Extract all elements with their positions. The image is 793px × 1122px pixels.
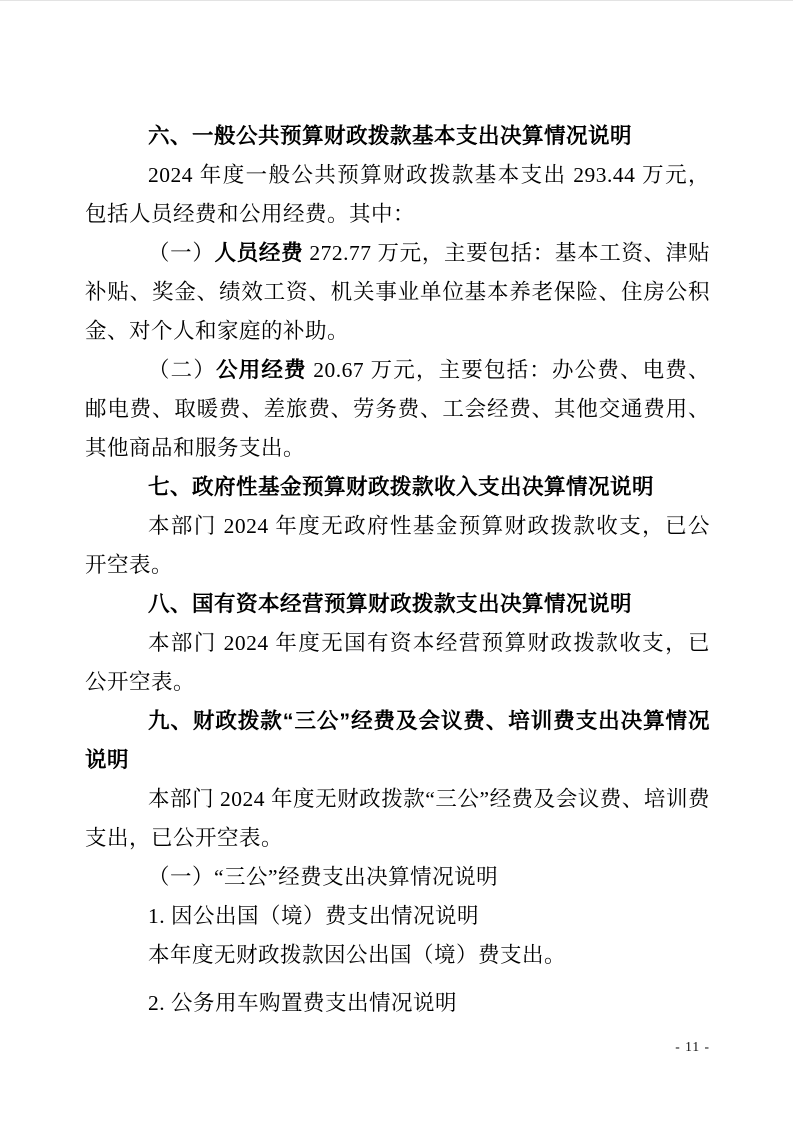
public-funds-term: 公用经费 (216, 358, 307, 382)
public-funds-prefix: （二） (148, 358, 216, 382)
public-funds-paragraph (85, 351, 710, 468)
section-six-heading: 六、一般公共预算财政拨款基本支出决算情况说明 (148, 124, 633, 148)
section-nine-heading: 九、财政拨款“三公”经费及会议费、培训费支出决算情况说明 (85, 709, 710, 772)
section-eight-paragraph: 本部门 2024 年度无国有资本经营预算财政拨款收支，已公开空表。 (85, 631, 710, 694)
personnel-funds-term: 人员经费 (214, 241, 304, 265)
vehicle-purchase-item-heading: 2. 公务用车购置费支出情况说明 (148, 991, 458, 1015)
section-seven-paragraph: 本部门 2024 年度无政府性基金预算财政拨款收支，已公开空表。 (85, 514, 710, 577)
personnel-funds-prefix: （一） (148, 241, 215, 265)
three-public-sub-heading: （一）“三公”经费支出决算情况说明 (148, 865, 499, 889)
section-six-intro-paragraph: 2024 年度一般公共预算财政拨款基本支出 293.44 万元，包括人员经费和公用经费。其中： (85, 163, 710, 226)
personnel-funds-paragraph (85, 234, 710, 351)
abroad-expense-item-heading: 1. 因公出国（境）费支出情况说明 (148, 904, 480, 928)
document-body (85, 117, 710, 1023)
section-eight-heading: 八、国有资本经营预算财政拨款支出决算情况说明 (148, 592, 633, 616)
personnel-funds-detail: 272.77 万元，主要包括：基本工资、津贴补贴、奖金、绩效工资、机关事业单位基本养老保险、住房公积金、对个人和家庭的补助。 (85, 241, 710, 343)
page-number: - 11 - (675, 1039, 710, 1054)
section-seven-heading: 七、政府性基金预算财政拨款收入支出决算情况说明 (148, 475, 655, 499)
section-nine-paragraph: 本部门 2024 年度无财政拨款“三公”经费及会议费、培训费支出，已公开空表。 (85, 787, 710, 850)
abroad-expense-item-paragraph: 本年度无财政拨款因公出国（境）费支出。 (148, 943, 567, 967)
public-funds-detail: 20.67 万元，主要包括：办公费、电费、邮电费、取暖费、差旅费、劳务费、工会经费、其他交通费用、其他商品和服务支出。 (85, 358, 710, 460)
